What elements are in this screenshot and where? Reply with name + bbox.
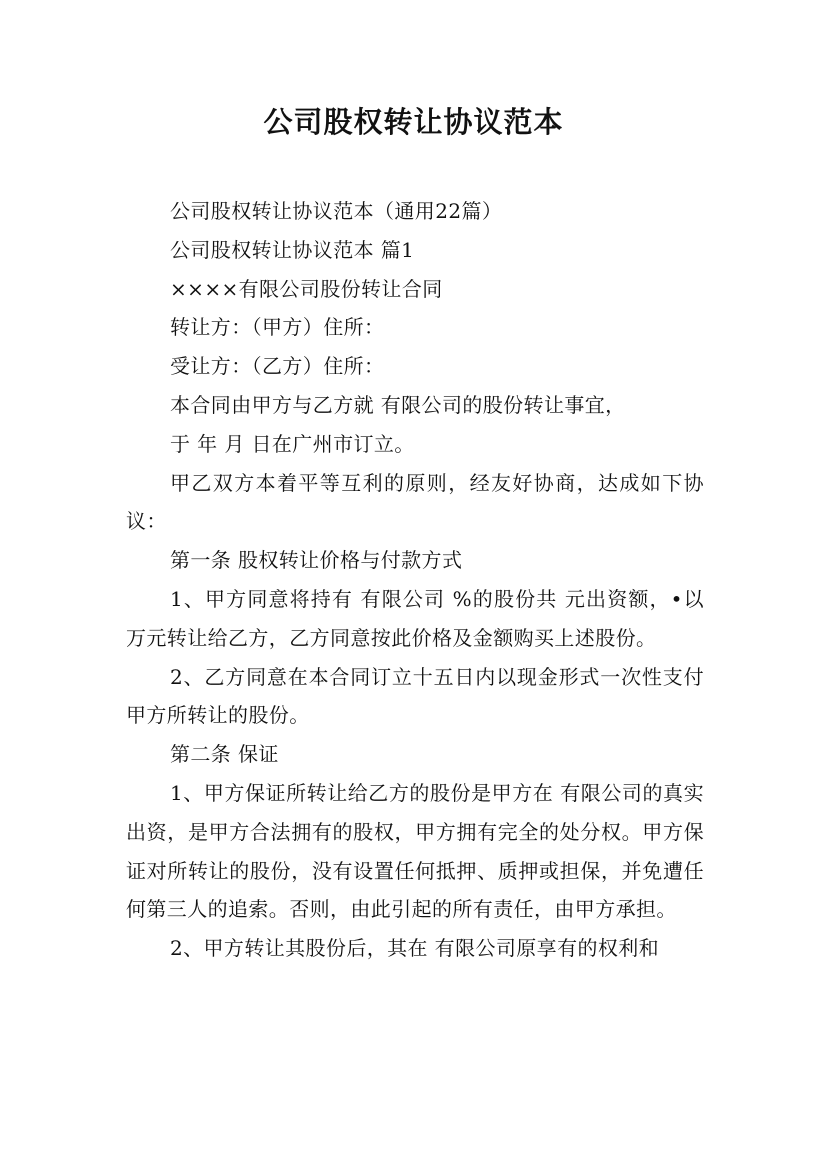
paragraph-contract-intro: 本合同由甲方与乙方就 有限公司的股份转让事宜， [170,392,626,417]
paragraph-article-one: 第一条 股权转让价格与付款方式 [170,548,463,573]
paragraph-clause-2-1: 1、甲方保证所转让给乙方的股份是甲方在 有限公司的真实出资，是甲方合法拥有的股权，甲方拥有完全的处分权。甲方保证对所转让的股份，没有设置任何抵押、质押或担保，并免遭任何第三人的追索。否则，由此引起的所有责任，由甲方承担。 [126,780,704,922]
document-body [126,192,704,968]
document-title: 公司股权转让协议范本 [263,105,564,139]
paragraph-contract-title: ××××有限公司股份转让合同 [170,276,443,301]
paragraph-transferor: 转让方：（甲方）住所： [170,315,385,340]
paragraph-article-two: 第二条 保证 [170,742,279,767]
paragraph-transferee: 受让方：（乙方）住所： [170,354,385,379]
paragraph-principle: 甲乙双方本着平等互利的原则，经友好协商，达成如下协议： [126,470,704,534]
paragraph-heading: 公司股权转让协议范本（通用22篇） [170,199,503,223]
paragraph-clause-1-2: 2、乙方同意在本合同订立十五日内以现金形式一次性支付甲方所转让的股份。 [126,664,704,728]
paragraph-clause-2-2: 2、甲方转让其股份后，其在 有限公司原享有的权利和 [170,936,660,961]
paragraph-clause-1-1: 1、甲方同意将持有 有限公司 %的股份共 元出资额，•以 万元转让给乙方，乙方同意按此价格及金额购买上述股份。 [126,586,704,650]
paragraph-section-title: 公司股权转让协议范本 篇1 [170,237,415,262]
paragraph-contract-date: 于 年 月 日在广州市订立。 [170,431,415,456]
